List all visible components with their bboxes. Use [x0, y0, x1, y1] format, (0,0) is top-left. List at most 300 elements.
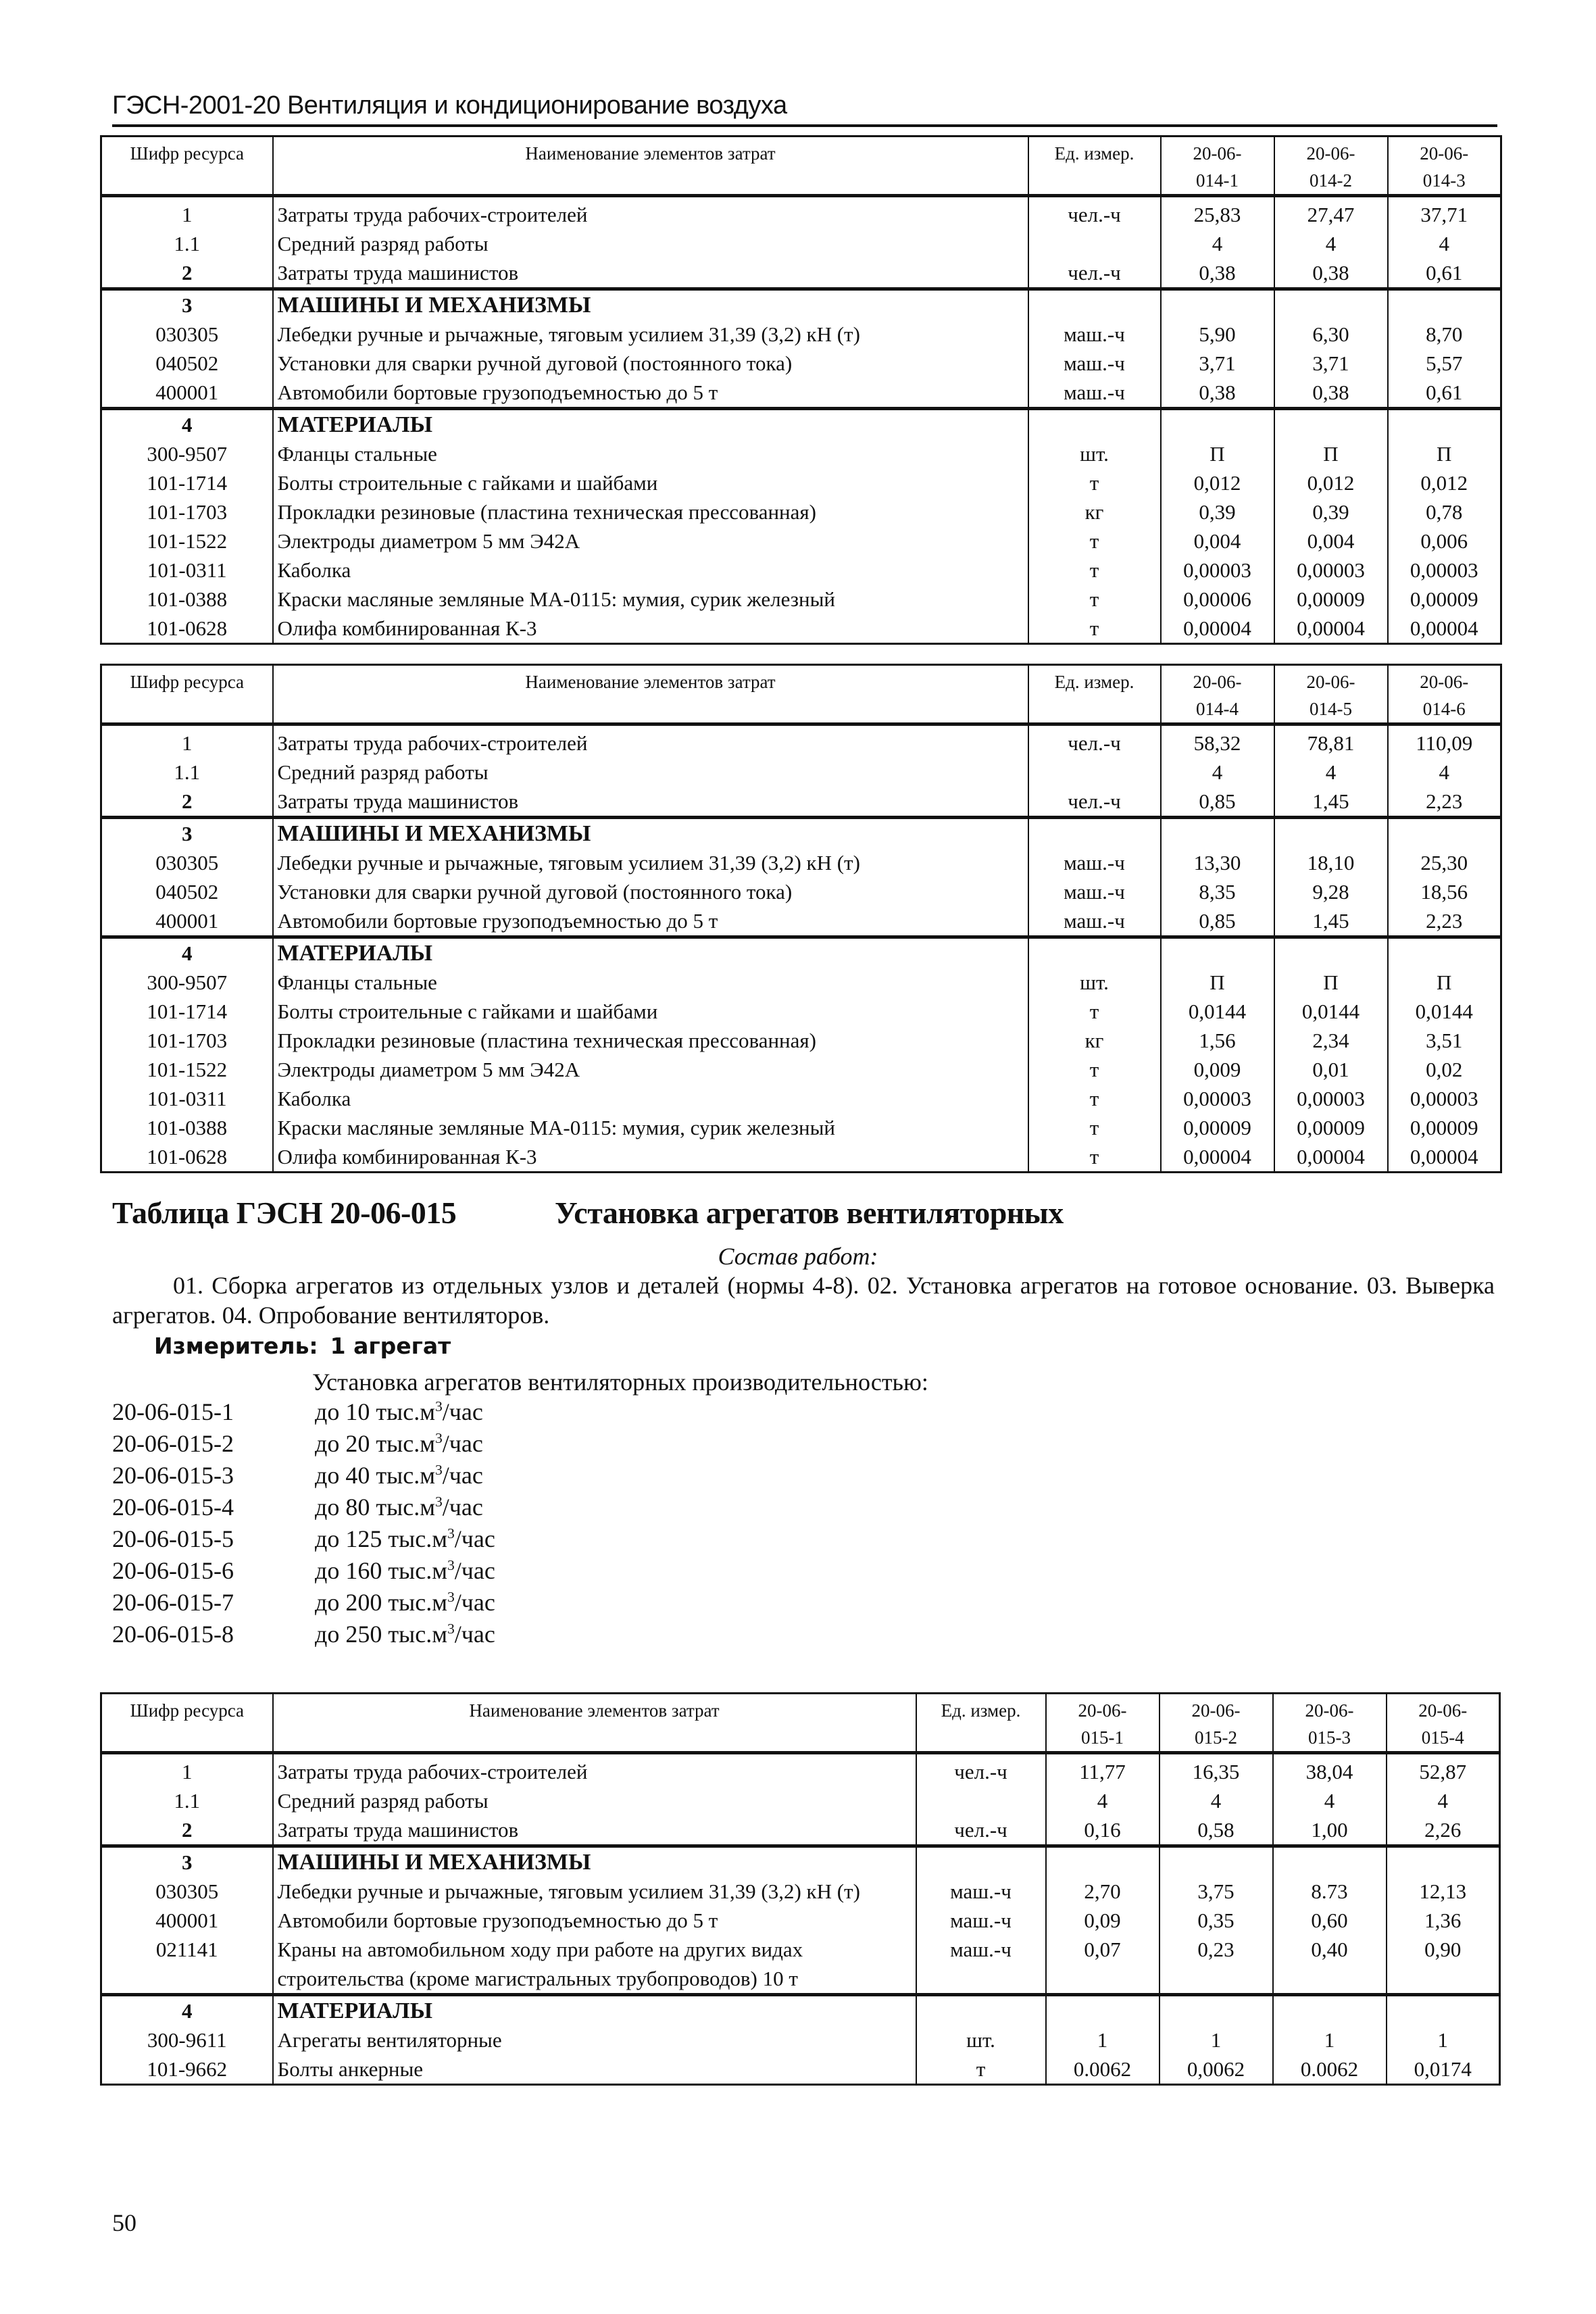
cell-value: 0,00003 [1161, 556, 1274, 585]
table-body [101, 724, 1501, 1173]
cell-code: 101-0311 [101, 556, 273, 585]
cell-value: 8,70 [1388, 320, 1501, 349]
cell-code: 400001 [101, 378, 273, 409]
cell-unit: т [916, 2054, 1046, 2085]
table-row [101, 877, 1501, 906]
cell-unit: т [1028, 1055, 1161, 1084]
cell-value [1159, 1995, 1273, 2026]
cell-value: 0.0062 [1046, 2054, 1159, 2085]
cell-unit [1028, 289, 1161, 320]
cell-value: 8,35 [1161, 877, 1274, 906]
cell-value: 0,00004 [1274, 614, 1388, 644]
cell-name: Автомобили бортовые грузоподъемностью до 5 т [273, 906, 1028, 937]
cell-unit [916, 1786, 1046, 1815]
meter [154, 1333, 451, 1359]
work-composition-heading: Состав работ: [718, 1243, 878, 1270]
cell-code: 400001 [101, 906, 273, 937]
cell-code: 021141 [101, 1935, 273, 1995]
cell-code: 300-9507 [101, 439, 273, 468]
cell-value: П [1274, 968, 1388, 997]
cell-value: П [1274, 439, 1388, 468]
cell-value: 0,00004 [1161, 1142, 1274, 1173]
col-header-name: Наименование элементов затрат [273, 1694, 916, 1753]
cell-value: 1 [1159, 2025, 1273, 2054]
cell-value: 0,38 [1274, 258, 1388, 289]
cell-code: 030305 [101, 848, 273, 877]
cell-code: 1.1 [101, 758, 273, 787]
cell-value: 18,56 [1388, 877, 1501, 906]
table-row [101, 1786, 1500, 1815]
cell-value: 0,90 [1387, 1935, 1500, 1995]
cell-value: 0.0062 [1273, 2054, 1387, 2085]
cell-value [1273, 1995, 1387, 2026]
cell-code: 101-0388 [101, 1113, 273, 1142]
cell-unit: маш.-ч [1028, 848, 1161, 877]
table-row [101, 2054, 1500, 2085]
cell-name: Фланцы стальные [273, 968, 1028, 997]
cell-value: 0,00004 [1161, 614, 1274, 644]
cell-name: Установки для сварки ручной дуговой (постоянного тока) [273, 877, 1028, 906]
col-header-norm: 20-06- 015-2 [1159, 1694, 1273, 1753]
table-row [101, 787, 1501, 818]
cell-value: 0,38 [1161, 258, 1274, 289]
cell-code: 2 [101, 1815, 273, 1846]
cell-value: 0,00003 [1161, 1084, 1274, 1113]
cell-code: 1.1 [101, 1786, 273, 1815]
cell-name: Краны на автомобильном ходу при работе на других видах строительства (кроме магистральных трубопроводов) 10 т [273, 1935, 916, 1995]
spec-heading: Установка агрегатов вентиляторных производительностью: [312, 1369, 928, 1396]
col-header-norm: 20-06- 014-4 [1161, 665, 1274, 724]
cell-value: 0,01 [1274, 1055, 1388, 1084]
table-row [101, 468, 1501, 497]
table-row [101, 968, 1501, 997]
cell-unit [1028, 937, 1161, 968]
table-row [101, 1815, 1500, 1846]
cell-value: 0,07 [1046, 1935, 1159, 1995]
cell-code: 101-9662 [101, 2054, 273, 2085]
cell-code: 030305 [101, 1877, 273, 1906]
cell-value [1273, 1846, 1387, 1877]
spec-desc: до 40 $тыс.м^3$/час [315, 1462, 483, 1489]
cell-value [1161, 409, 1274, 440]
cell-value: 0,0062 [1159, 2054, 1273, 2085]
cell-name: Болты анкерные [273, 2054, 916, 2085]
cell-name: Фланцы стальные [273, 439, 1028, 468]
col-header-norm: 20-06- 015-4 [1387, 1694, 1500, 1753]
table-row [101, 378, 1501, 409]
cell-value: П [1388, 439, 1501, 468]
cell-name: Каболка [273, 1084, 1028, 1113]
cell-name: МАШИНЫ И МЕХАНИЗМЫ [273, 1846, 916, 1877]
page-header: ГЭСН-2001-20 Вентиляция и кондиционирование воздуха [112, 89, 1497, 127]
cell-name: Затраты труда рабочих-строителей [273, 196, 1028, 230]
cell-unit [916, 1995, 1046, 2026]
table-row [101, 2025, 1500, 2054]
spec-code: 20-06-015-6 [112, 1557, 234, 1584]
cell-code: 1.1 [101, 229, 273, 258]
cell-value: 3,71 [1161, 349, 1274, 378]
cell-unit: т [1028, 614, 1161, 644]
spec-desc: до 10 $тыс.м^3$/час [315, 1398, 483, 1425]
cell-value: 0,00003 [1274, 556, 1388, 585]
table-row [101, 1935, 1500, 1995]
col-header-code: Шифр ресурса [101, 1694, 273, 1753]
cell-value: 18,10 [1274, 848, 1388, 877]
cell-name: Агрегаты вентиляторные [273, 2025, 916, 2054]
cell-value: 0,16 [1046, 1815, 1159, 1846]
cell-code: 1 [101, 196, 273, 230]
cell-name: Болты строительные с гайками и шайбами [273, 997, 1028, 1026]
cell-unit: т [1028, 997, 1161, 1026]
spec-list [112, 1396, 495, 1650]
cell-name: Прокладки резиновые (пластина техническая прессованная) [273, 1026, 1028, 1055]
cell-value: 2,70 [1046, 1877, 1159, 1906]
cell-unit [1028, 758, 1161, 787]
cell-unit: маш.-ч [1028, 906, 1161, 937]
table-row [101, 1084, 1501, 1113]
col-header-code: Шифр ресурса [101, 665, 273, 724]
cell-value: 0,00003 [1274, 1084, 1388, 1113]
cell-value [1161, 937, 1274, 968]
spec-code: 20-06-015-7 [112, 1589, 234, 1616]
cell-value: 0,35 [1159, 1906, 1273, 1935]
cell-value: 4 [1388, 758, 1501, 787]
cell-value [1274, 289, 1388, 320]
cell-value: 0,0174 [1387, 2054, 1500, 2085]
work-composition-text: 01. Сборка агрегатов из отдельных узлов и деталей (нормы 4-8). 02. Установка агрегатов на готовое основание. 03. Выверка агрегатов. 04. Опробование вентиляторов. [112, 1272, 1495, 1329]
cell-value: 52,87 [1387, 1753, 1500, 1787]
table-row [101, 196, 1501, 230]
cell-name: Средний разряд работы [273, 229, 1028, 258]
table-row [101, 320, 1501, 349]
cell-name: Затраты труда рабочих-строителей [273, 1753, 916, 1787]
cell-value: 2,34 [1274, 1026, 1388, 1055]
cell-value: 0,09 [1046, 1906, 1159, 1935]
cell-value: 11,77 [1046, 1753, 1159, 1787]
cell-value: 0,00009 [1161, 1113, 1274, 1142]
cell-value: 0,78 [1388, 497, 1501, 526]
cell-value: 1,36 [1387, 1906, 1500, 1935]
spec-item [112, 1619, 495, 1650]
cell-name: Электроды диаметром 5 мм Э42А [273, 1055, 1028, 1084]
cell-name: Лебедки ручные и рычажные, тяговым усилием 31,39 (3,2) кН (т) [273, 320, 1028, 349]
cell-code: 101-0388 [101, 585, 273, 614]
cell-unit: чел.-ч [1028, 196, 1161, 230]
cell-value: 5,57 [1388, 349, 1501, 378]
cell-name: Олифа комбинированная К-3 [273, 1142, 1028, 1173]
cell-code: 1 [101, 724, 273, 758]
cell-unit [1028, 229, 1161, 258]
cell-value: 13,30 [1161, 848, 1274, 877]
col-header-norm: 20-06- 014-1 [1161, 137, 1274, 196]
cell-value: 0,61 [1388, 258, 1501, 289]
page-number: 50 [112, 2209, 136, 2236]
cell-name: Средний разряд работы [273, 758, 1028, 787]
cell-value: 25,30 [1388, 848, 1501, 877]
cell-name: Затраты труда машинистов [273, 1815, 916, 1846]
cell-value: 3,71 [1274, 349, 1388, 378]
cell-value: 0,00006 [1161, 585, 1274, 614]
cell-unit: чел.-ч [916, 1815, 1046, 1846]
norm-table-015-1-4 [100, 1692, 1501, 2086]
cell-value: 0,00003 [1388, 1084, 1501, 1113]
cell-value: 0,009 [1161, 1055, 1274, 1084]
cell-value: 6,30 [1274, 320, 1388, 349]
cell-name: Автомобили бортовые грузоподъемностью до 5 т [273, 1906, 916, 1935]
cell-name: Краски масляные земляные МА-0115: мумия, сурик железный [273, 1113, 1028, 1142]
cell-unit [1028, 409, 1161, 440]
spec-desc: до 160 $тыс.м^3$/час [315, 1557, 495, 1584]
cell-value: 0,02 [1388, 1055, 1501, 1084]
cell-value: 25,83 [1161, 196, 1274, 230]
table-row [101, 1113, 1501, 1142]
cell-value: 4 [1388, 229, 1501, 258]
cell-value: 4 [1274, 229, 1388, 258]
spec-desc: до 20 $тыс.м^3$/час [315, 1430, 483, 1457]
cell-value [1159, 1846, 1273, 1877]
cell-value: 27,47 [1274, 196, 1388, 230]
spec-item [112, 1587, 495, 1619]
cell-name: Установки для сварки ручной дуговой (постоянного тока) [273, 349, 1028, 378]
cell-value [1388, 818, 1501, 849]
cell-code: 4 [101, 937, 273, 968]
spec-desc: до 80 $тыс.м^3$/час [315, 1494, 483, 1521]
cell-value: 58,32 [1161, 724, 1274, 758]
cell-unit: маш.-ч [1028, 877, 1161, 906]
col-header-unit: Ед. измер. [916, 1694, 1046, 1753]
cell-code: 3 [101, 289, 273, 320]
cell-code: 101-0311 [101, 1084, 273, 1113]
cell-value: 0,0144 [1274, 997, 1388, 1026]
cell-value: 0,004 [1161, 526, 1274, 556]
cell-code: 101-1703 [101, 1026, 273, 1055]
section-row-materials [101, 937, 1501, 968]
cell-name: Лебедки ручные и рычажные, тяговым усилием 31,39 (3,2) кН (т) [273, 1877, 916, 1906]
cell-value: 4 [1387, 1786, 1500, 1815]
cell-unit: чел.-ч [1028, 724, 1161, 758]
table-row [101, 439, 1501, 468]
cell-value: 0,00009 [1274, 1113, 1388, 1142]
table-row [101, 258, 1501, 289]
table-row [101, 906, 1501, 937]
section-row-materials [101, 409, 1501, 440]
cell-value: П [1161, 439, 1274, 468]
cell-code: 040502 [101, 877, 273, 906]
cell-name: Электроды диаметром 5 мм Э42А [273, 526, 1028, 556]
cell-name: МАТЕРИАЛЫ [273, 409, 1028, 440]
cell-value: 0,39 [1274, 497, 1388, 526]
table-row [101, 1906, 1500, 1935]
cell-code: 101-1714 [101, 997, 273, 1026]
table-row [101, 1753, 1500, 1787]
col-header-unit: Ед. измер. [1028, 665, 1161, 724]
cell-value: 3,51 [1388, 1026, 1501, 1055]
norm-table-014-1-3 [100, 135, 1502, 645]
cell-unit: т [1028, 468, 1161, 497]
cell-unit: шт. [916, 2025, 1046, 2054]
table-body [101, 1753, 1500, 2085]
table-row [101, 724, 1501, 758]
cell-unit [1028, 818, 1161, 849]
cell-code: 101-1703 [101, 497, 273, 526]
cell-value: 0,004 [1274, 526, 1388, 556]
spec-code: 20-06-015-5 [112, 1525, 234, 1552]
cell-value [1161, 818, 1274, 849]
cell-value: 0,0144 [1388, 997, 1501, 1026]
cell-value: 0,58 [1159, 1815, 1273, 1846]
table-row [101, 1142, 1501, 1173]
cell-unit: маш.-ч [916, 1906, 1046, 1935]
cell-unit: маш.-ч [1028, 349, 1161, 378]
col-header-code: Шифр ресурса [101, 137, 273, 196]
section-row-materials [101, 1995, 1500, 2026]
table-row [101, 1026, 1501, 1055]
cell-name: Средний разряд работы [273, 1786, 916, 1815]
cell-code: 400001 [101, 1906, 273, 1935]
table-row [101, 614, 1501, 644]
cell-value: 1 [1046, 2025, 1159, 2054]
cell-value: 1,45 [1274, 906, 1388, 937]
cell-value: 0,00003 [1388, 556, 1501, 585]
cell-value: 4 [1273, 1786, 1387, 1815]
cell-value [1387, 1846, 1500, 1877]
cell-code: 3 [101, 818, 273, 849]
cell-value: 37,71 [1388, 196, 1501, 230]
table-row [101, 1877, 1500, 1906]
cell-unit: чел.-ч [1028, 258, 1161, 289]
cell-value: 110,09 [1388, 724, 1501, 758]
cell-code: 101-1522 [101, 1055, 273, 1084]
cell-value: 0,00009 [1274, 585, 1388, 614]
section-row-machines [101, 818, 1501, 849]
table-row [101, 758, 1501, 787]
cell-value: 0,38 [1161, 378, 1274, 409]
cell-name: МАТЕРИАЛЫ [273, 937, 1028, 968]
cell-value: 0,00009 [1388, 1113, 1501, 1142]
cell-name: МАТЕРИАЛЫ [273, 1995, 916, 2026]
cell-code: 101-1522 [101, 526, 273, 556]
table-row [101, 349, 1501, 378]
cell-value: 0,00009 [1388, 585, 1501, 614]
cell-code: 1 [101, 1753, 273, 1787]
cell-unit: т [1028, 556, 1161, 585]
cell-value [1387, 1995, 1500, 2026]
spec-item [112, 1460, 495, 1492]
cell-value [1046, 1846, 1159, 1877]
cell-unit: шт. [1028, 968, 1161, 997]
cell-value [1274, 409, 1388, 440]
cell-value: 9,28 [1274, 877, 1388, 906]
cell-value [1388, 409, 1501, 440]
cell-value: 0,00004 [1388, 614, 1501, 644]
cell-code: 300-9611 [101, 2025, 273, 2054]
table-row [101, 556, 1501, 585]
col-header-norm: 20-06- 014-6 [1388, 665, 1501, 724]
cell-unit: шт. [1028, 439, 1161, 468]
cell-value [1274, 818, 1388, 849]
cell-unit: т [1028, 526, 1161, 556]
table-row [101, 497, 1501, 526]
col-header-norm: 20-06- 014-3 [1388, 137, 1501, 196]
cell-name: Олифа комбинированная К-3 [273, 614, 1028, 644]
table-header-row [101, 1694, 1500, 1753]
cell-name: Прокладки резиновые (пластина техническая прессованная) [273, 497, 1028, 526]
cell-name: МАШИНЫ И МЕХАНИЗМЫ [273, 289, 1028, 320]
norm-table-014-4-6 [100, 664, 1502, 1173]
col-header-name: Наименование элементов затрат [273, 665, 1028, 724]
cell-unit: маш.-ч [1028, 378, 1161, 409]
cell-value: 2,23 [1388, 906, 1501, 937]
spec-desc: до 125 $тыс.м^3$/час [315, 1525, 495, 1552]
cell-name: Затраты труда машинистов [273, 258, 1028, 289]
cell-value: 12,13 [1387, 1877, 1500, 1906]
spec-item [112, 1428, 495, 1460]
cell-value: 4 [1046, 1786, 1159, 1815]
cell-value: 5,90 [1161, 320, 1274, 349]
table-row [101, 526, 1501, 556]
cell-value: 1,00 [1273, 1815, 1387, 1846]
section-title [112, 1195, 1064, 1231]
cell-value: 0,85 [1161, 906, 1274, 937]
meter-label: Измеритель: [154, 1333, 318, 1359]
cell-value: 4 [1274, 758, 1388, 787]
col-header-norm: 20-06- 014-5 [1274, 665, 1388, 724]
table-row [101, 229, 1501, 258]
spec-item [112, 1555, 495, 1587]
cell-value: 78,81 [1274, 724, 1388, 758]
cell-unit: т [1028, 585, 1161, 614]
spec-item [112, 1396, 495, 1428]
col-header-norm: 20-06- 014-2 [1274, 137, 1388, 196]
cell-unit: маш.-ч [916, 1877, 1046, 1906]
cell-code: 030305 [101, 320, 273, 349]
cell-code: 2 [101, 787, 273, 818]
table-body [101, 196, 1501, 644]
cell-value [1161, 289, 1274, 320]
col-header-norm: 20-06- 015-1 [1046, 1694, 1159, 1753]
cell-value: 3,75 [1159, 1877, 1273, 1906]
cell-value: 1 [1273, 2025, 1387, 2054]
spec-code: 20-06-015-2 [112, 1430, 234, 1457]
cell-value [1388, 289, 1501, 320]
cell-name: Лебедки ручные и рычажные, тяговым усилием 31,39 (3,2) кН (т) [273, 848, 1028, 877]
cell-code: 4 [101, 409, 273, 440]
cell-value [1046, 1995, 1159, 2026]
cell-value: 4 [1161, 758, 1274, 787]
section-row-machines [101, 1846, 1500, 1877]
cell-value: 0,012 [1388, 468, 1501, 497]
cell-value: 0,40 [1273, 1935, 1387, 1995]
cell-value: 0,0144 [1161, 997, 1274, 1026]
cell-unit: т [1028, 1142, 1161, 1173]
cell-code: 300-9507 [101, 968, 273, 997]
table-row [101, 848, 1501, 877]
spec-item [112, 1523, 495, 1555]
cell-name: МАШИНЫ И МЕХАНИЗМЫ [273, 818, 1028, 849]
cell-value: 0,23 [1159, 1935, 1273, 1995]
cell-value: 0,012 [1274, 468, 1388, 497]
spec-code: 20-06-015-3 [112, 1462, 234, 1489]
table-number: Таблица ГЭСН 20-06-015 [112, 1196, 457, 1230]
cell-unit: маш.-ч [1028, 320, 1161, 349]
cell-unit: чел.-ч [1028, 787, 1161, 818]
cell-unit: чел.-ч [916, 1753, 1046, 1787]
cell-value: 0,012 [1161, 468, 1274, 497]
cell-unit: кг [1028, 497, 1161, 526]
cell-name: Каболка [273, 556, 1028, 585]
cell-unit [916, 1846, 1046, 1877]
cell-value: 0,00004 [1274, 1142, 1388, 1173]
